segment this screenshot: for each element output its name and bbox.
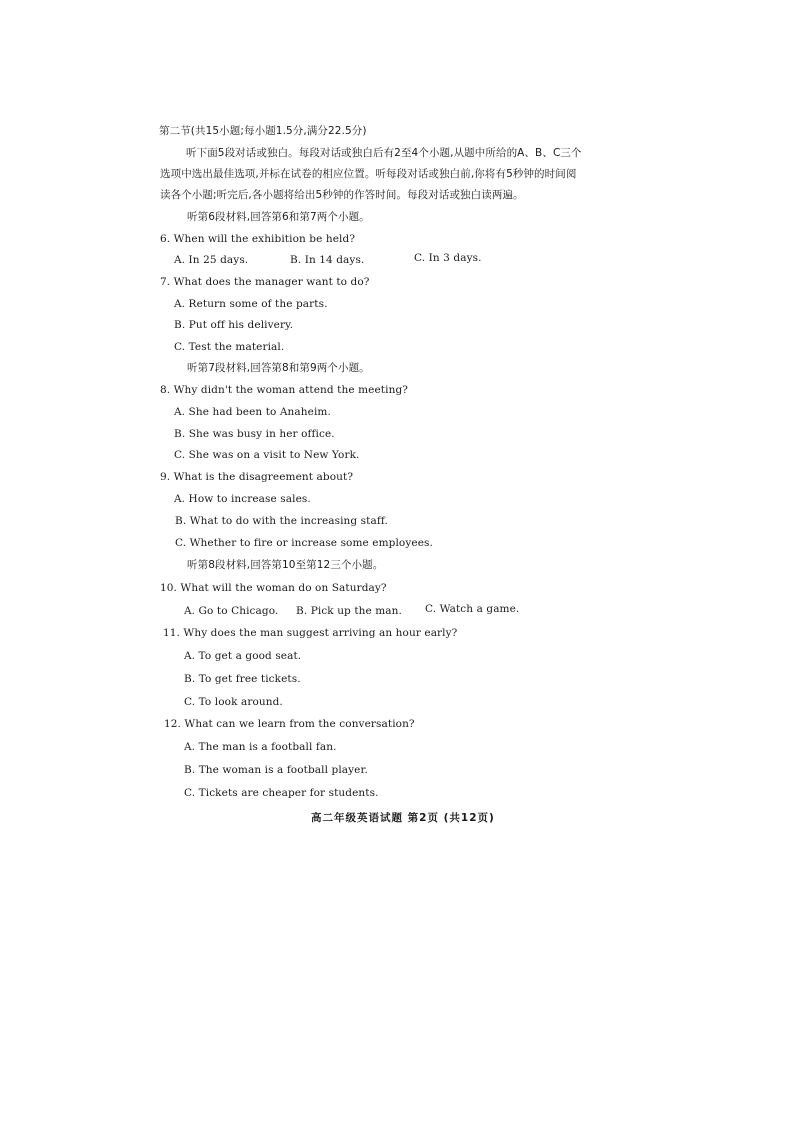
question-9-option-c[interactable]: C. Whether to fire or increase some employees. (175, 537, 433, 549)
page-footer: 高二年级英语试题 第2页 (共12页) (311, 812, 495, 824)
question-7-stem: 7. What does the manager want to do? (160, 276, 370, 288)
question-9-option-a[interactable]: A. How to increase sales. (174, 493, 311, 505)
question-11-option-c[interactable]: C. To look around. (184, 696, 283, 708)
question-7-option-b[interactable]: B. Put off his delivery. (174, 319, 294, 331)
instructions-line-3: 读各个小题;听完后,各小题将给出5秒钟的作答时间。每段对话或独白读两遍。 (160, 189, 524, 201)
instructions-line-2: 选项中选出最佳选项,并标在试卷的相应位置。听每段对话或独白前,你将有5秒钟的时间阅 (160, 168, 577, 180)
question-10-option-c[interactable]: C. Watch a game. (425, 603, 520, 615)
question-8-option-a[interactable]: A. She had been to Anaheim. (174, 406, 331, 418)
question-12-stem: 12. What can we learn from the conversation? (164, 718, 415, 730)
question-10-option-b[interactable]: B. Pick up the man. (296, 605, 402, 617)
question-6-option-b[interactable]: B. In 14 days. (290, 254, 365, 266)
question-12-option-a[interactable]: A. The man is a football fan. (184, 741, 337, 753)
group-7-instruction: 听第7段材料,回答第8和第9两个小题。 (187, 362, 370, 374)
group-8-instruction: 听第8段材料,回答第10至第12三个小题。 (187, 559, 384, 571)
question-6-option-a[interactable]: A. In 25 days. (174, 254, 249, 266)
question-9-option-b[interactable]: B. What to do with the increasing staff. (175, 515, 388, 527)
question-11-option-a[interactable]: A. To get a good seat. (184, 650, 302, 662)
question-11-option-b[interactable]: B. To get free tickets. (184, 673, 301, 685)
question-7-option-a[interactable]: A. Return some of the parts. (174, 298, 328, 310)
instructions-line-1: 听下面5段对话或独白。每段对话或独白后有2至4个小题,从题中所给的A、B、C三个 (186, 147, 582, 159)
question-10-stem: 10. What will the woman do on Saturday? (160, 582, 387, 594)
section-title: 第二节(共15小题;每小题1.5分,满分22.5分) (159, 125, 367, 137)
question-12-option-c[interactable]: C. Tickets are cheaper for students. (184, 787, 379, 799)
question-8-option-b[interactable]: B. She was busy in her office. (174, 428, 335, 440)
question-6-stem: 6. When will the exhibition be held? (160, 233, 356, 245)
question-8-option-c[interactable]: C. She was on a visit to New York. (174, 449, 360, 461)
question-11-stem: 11. Why does the man suggest arriving an hour early? (163, 627, 458, 639)
question-12-option-b[interactable]: B. The woman is a football player. (184, 764, 368, 776)
question-8-stem: 8. Why didn't the woman attend the meeting? (160, 384, 408, 396)
question-10-option-a[interactable]: A. Go to Chicago. (184, 605, 279, 617)
group-6-instruction: 听第6段材料,回答第6和第7两个小题。 (187, 211, 370, 223)
question-6-option-c[interactable]: C. In 3 days. (414, 252, 482, 264)
question-7-option-c[interactable]: C. Test the material. (174, 341, 285, 353)
question-9-stem: 9. What is the disagreement about? (160, 471, 354, 483)
